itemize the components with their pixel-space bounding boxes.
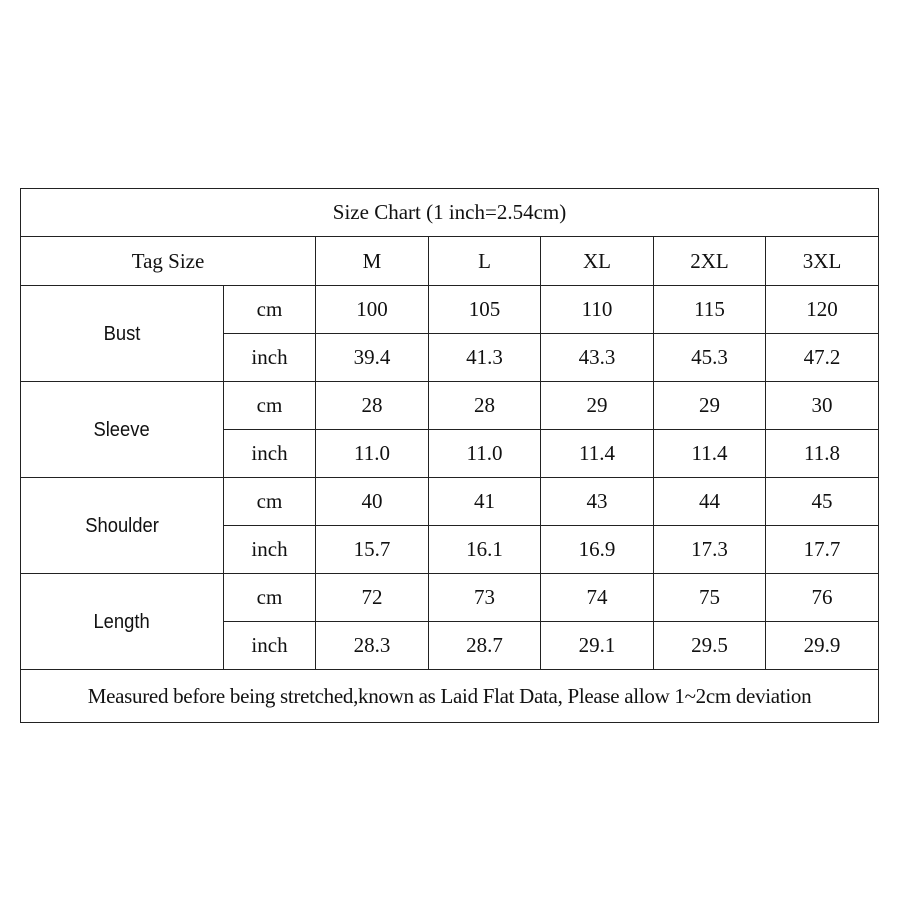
value-cell: 43 xyxy=(541,478,654,526)
value-cell: 76 xyxy=(766,574,879,622)
value-cell: 74 xyxy=(541,574,654,622)
size-header-m: M xyxy=(316,237,429,286)
value-cell: 40 xyxy=(316,478,429,526)
measurement-name-cell xyxy=(21,286,224,382)
unit-label: inch xyxy=(224,622,316,670)
value-cell: 29.9 xyxy=(766,622,879,670)
size-header-l: L xyxy=(429,237,541,286)
value-cell: 47.2 xyxy=(766,334,879,382)
value-cell: 28 xyxy=(429,382,541,430)
value-cell: 28 xyxy=(316,382,429,430)
value-cell: 30 xyxy=(766,382,879,430)
value-cell: 17.3 xyxy=(654,526,766,574)
value-cell: 45.3 xyxy=(654,334,766,382)
value-cell: 39.4 xyxy=(316,334,429,382)
measurement-name: Bust xyxy=(103,323,141,345)
measurement-name-cell xyxy=(21,478,224,574)
value-cell: 105 xyxy=(429,286,541,334)
table-row xyxy=(21,286,879,334)
size-header-2xl: 2XL xyxy=(654,237,766,286)
table-title: Size Chart (1 inch=2.54cm) xyxy=(21,189,879,237)
size-chart-table xyxy=(20,188,879,723)
unit-label: inch xyxy=(224,430,316,478)
table-row xyxy=(21,574,879,622)
value-cell: 120 xyxy=(766,286,879,334)
unit-label: inch xyxy=(224,526,316,574)
value-cell: 115 xyxy=(654,286,766,334)
table-row xyxy=(21,478,879,526)
value-cell: 110 xyxy=(541,286,654,334)
value-cell: 44 xyxy=(654,478,766,526)
measurement-note: Measured before being stretched,known as Laid Flat Data, Please allow 1~2cm deviation xyxy=(21,670,879,723)
value-cell: 11.4 xyxy=(541,430,654,478)
value-cell: 17.7 xyxy=(766,526,879,574)
value-cell: 11.4 xyxy=(654,430,766,478)
measurement-name-cell xyxy=(21,382,224,478)
value-cell: 29 xyxy=(541,382,654,430)
unit-label: cm xyxy=(224,478,316,526)
value-cell: 41.3 xyxy=(429,334,541,382)
value-cell: 28.3 xyxy=(316,622,429,670)
value-cell: 72 xyxy=(316,574,429,622)
value-cell: 45 xyxy=(766,478,879,526)
value-cell: 100 xyxy=(316,286,429,334)
measurement-name: Sleeve xyxy=(93,419,151,441)
value-cell: 11.8 xyxy=(766,430,879,478)
size-header-xl: XL xyxy=(541,237,654,286)
unit-label: cm xyxy=(224,574,316,622)
value-cell: 29.5 xyxy=(654,622,766,670)
value-cell: 11.0 xyxy=(316,430,429,478)
unit-label: inch xyxy=(224,334,316,382)
measurement-name: Length xyxy=(93,611,151,633)
value-cell: 29 xyxy=(654,382,766,430)
value-cell: 75 xyxy=(654,574,766,622)
measurement-name-cell xyxy=(21,574,224,670)
value-cell: 11.0 xyxy=(429,430,541,478)
value-cell: 28.7 xyxy=(429,622,541,670)
value-cell: 41 xyxy=(429,478,541,526)
tag-size-label: Tag Size xyxy=(21,237,316,286)
table-row xyxy=(21,382,879,430)
unit-label: cm xyxy=(224,286,316,334)
value-cell: 43.3 xyxy=(541,334,654,382)
measurement-name: Shoulder xyxy=(85,515,159,537)
size-header-3xl: 3XL xyxy=(766,237,879,286)
value-cell: 16.9 xyxy=(541,526,654,574)
value-cell: 29.1 xyxy=(541,622,654,670)
unit-label: cm xyxy=(224,382,316,430)
value-cell: 15.7 xyxy=(316,526,429,574)
value-cell: 16.1 xyxy=(429,526,541,574)
value-cell: 73 xyxy=(429,574,541,622)
